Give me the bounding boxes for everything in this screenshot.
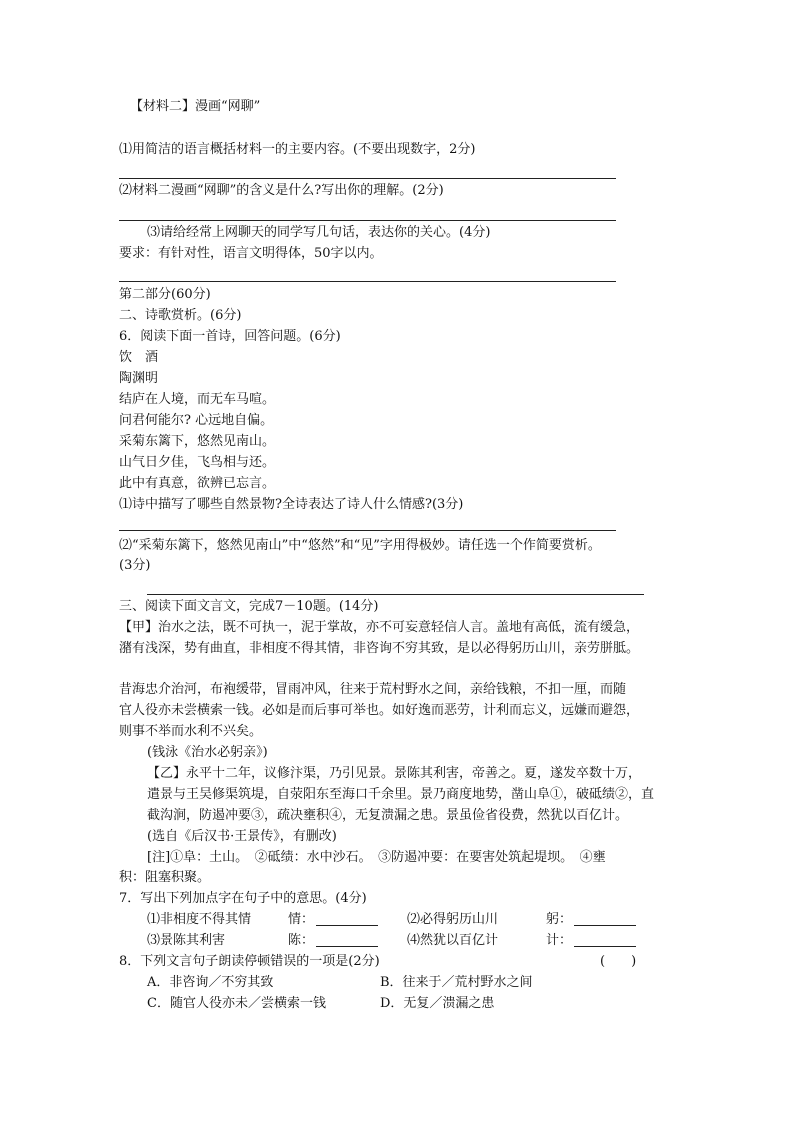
poem-line: 山气日夕佳，飞鸟相与还。 [119, 455, 276, 470]
passage-jia-source: (钱泳《治水必躬亲》) [147, 745, 268, 760]
q8-option-c[interactable]: C．随官人役亦未／尝横索一钱 [147, 996, 326, 1011]
poem-line: 结庐在人境，而无车马喧。 [119, 392, 276, 407]
q7-item-sentence: ⑶景陈其利害 [147, 933, 226, 948]
q7-item-sentence: ⑷然犹以百亿计 [407, 933, 499, 948]
material2-title: 【材料二】漫画“网聊” [130, 99, 261, 114]
passage-jia-line: 则事不举而水利不兴矣。 [119, 724, 263, 739]
question-6-2: ⑵“采菊东篱下，悠然见南山”中“悠然”和“见”字用得极妙。请任选一个作简要赏析。 [119, 538, 601, 553]
answer-line-3[interactable] [119, 281, 616, 282]
question-8: 8．下列文言句子朗读停顿错误的一项是(2分) [119, 954, 380, 969]
question-3: ⑶请给经常上网聊天的同学写几句话，表达你的关心。(4分) [147, 225, 491, 240]
q7-blank[interactable] [574, 932, 636, 947]
answer-line-6-1[interactable] [119, 530, 616, 531]
q7-item-char-label: 陈： [288, 933, 315, 948]
question-3-requirement: 要求：有针对性，语言文明得体，50字以内。 [119, 246, 383, 261]
poem-author: 陶渊明 [119, 371, 159, 386]
part2-heading: 第二部分(60分) [119, 287, 211, 302]
question-6-1: ⑴诗中描写了哪些自然景物?全诗表达了诗人什么情感?(3分) [119, 497, 464, 512]
q7-blank[interactable] [316, 932, 378, 947]
q8-option-b[interactable]: B．往来于／荒村野水之间 [380, 975, 533, 990]
passage-yi-line: 【乙】永平十二年，议修汴渠，乃引见景。景陈其利害，帝善之。夏，遂发卒数十万， [147, 766, 642, 781]
passage-yi-line: 遣景与王吴修渠筑堤，自荥阳东至海口千余里。景乃商度地势，凿山阜①，破砥绩②，直 [147, 787, 655, 802]
answer-line-6-2[interactable] [147, 594, 644, 595]
q7-item-char-label: 计： [546, 933, 573, 948]
poem-title: 饮 酒 [119, 350, 159, 365]
q7-blank[interactable] [316, 911, 378, 926]
section2-heading: 二、诗歌赏析。(6分) [119, 308, 242, 323]
q7-item-char-label: 情： [288, 912, 315, 927]
passage-jia-line: 昔海忠介治河，布袍缓带，冒雨冲风，往来于荒村野水之间，亲给钱粮，不扣一厘，而随 [119, 682, 627, 697]
section3-heading: 三、阅读下面文言文，完成7－10题。(14分) [119, 599, 379, 614]
q7-item-char-label: 躬： [546, 912, 573, 927]
passage-yi-line: 截沟涧，防遏冲要③，疏决壅积④，无复溃漏之患。景虽俭省役费，然犹以百亿计。 [147, 808, 629, 823]
q7-item-sentence: ⑴非相度不得其情 [147, 912, 252, 927]
q7-item-char [546, 931, 636, 951]
passage-jia-line: 【甲】治水之法，既不可执一，泥于掌故，亦不可妄意轻信人言。盖地有高低，流有缓急， [119, 620, 640, 635]
poem-line: 问君何能尔? 心远地自偏。 [119, 413, 274, 428]
question-8-answer-paren[interactable]: ( ) [600, 954, 637, 969]
passage-jia-line: 潴有浅深，势有曲直，非相度不得其情，非咨询不穷其致，是以必得躬历山川，亲劳胼胝。 [119, 641, 640, 656]
question-1: ⑴用简洁的语言概括材料一的主要内容。(不要出现数字，2分) [119, 142, 476, 157]
question-6-2-score: (3分) [119, 558, 151, 573]
passage-jia-line: 官人役亦未尝横索一钱。必如是而后事可举也。如好逸而恶劳，计利而忘义，远嫌而避怨， [119, 703, 640, 718]
q7-item-sentence: ⑵必得躬历山川 [407, 912, 499, 927]
q8-option-a[interactable]: A．非咨询／不穷其致 [147, 975, 274, 990]
answer-line-1[interactable] [119, 178, 616, 179]
q8-option-d[interactable]: D．无复／溃漏之患 [380, 996, 495, 1011]
q7-item-char [288, 910, 378, 930]
passage-yi-note: 积：阻塞积聚。 [119, 870, 211, 885]
poem-line: 此中有真意，欲辨已忘言。 [119, 476, 276, 491]
q7-blank[interactable] [574, 911, 636, 926]
question-7: 7．写出下列加点字在句子中的意思。(4分) [119, 891, 367, 906]
question-6: 6．阅读下面一首诗，回答问题。(6分) [119, 329, 341, 344]
q7-item-char [288, 931, 378, 951]
poem-line: 采菊东篱下，悠然见南山。 [119, 434, 276, 449]
question-2: ⑵材料二漫画“网聊”的含义是什么?写出你的理解。(2分) [119, 183, 444, 198]
passage-yi-note: [注]①阜：土山。 ②砥绩：水中沙石。 ③防遏冲要：在要害处筑起堤坝。 ④壅 [147, 850, 606, 865]
passage-yi-source: (选自《后汉书·王景传》，有删改) [147, 829, 337, 844]
q7-item-char [546, 910, 636, 930]
answer-line-2[interactable] [119, 220, 616, 221]
